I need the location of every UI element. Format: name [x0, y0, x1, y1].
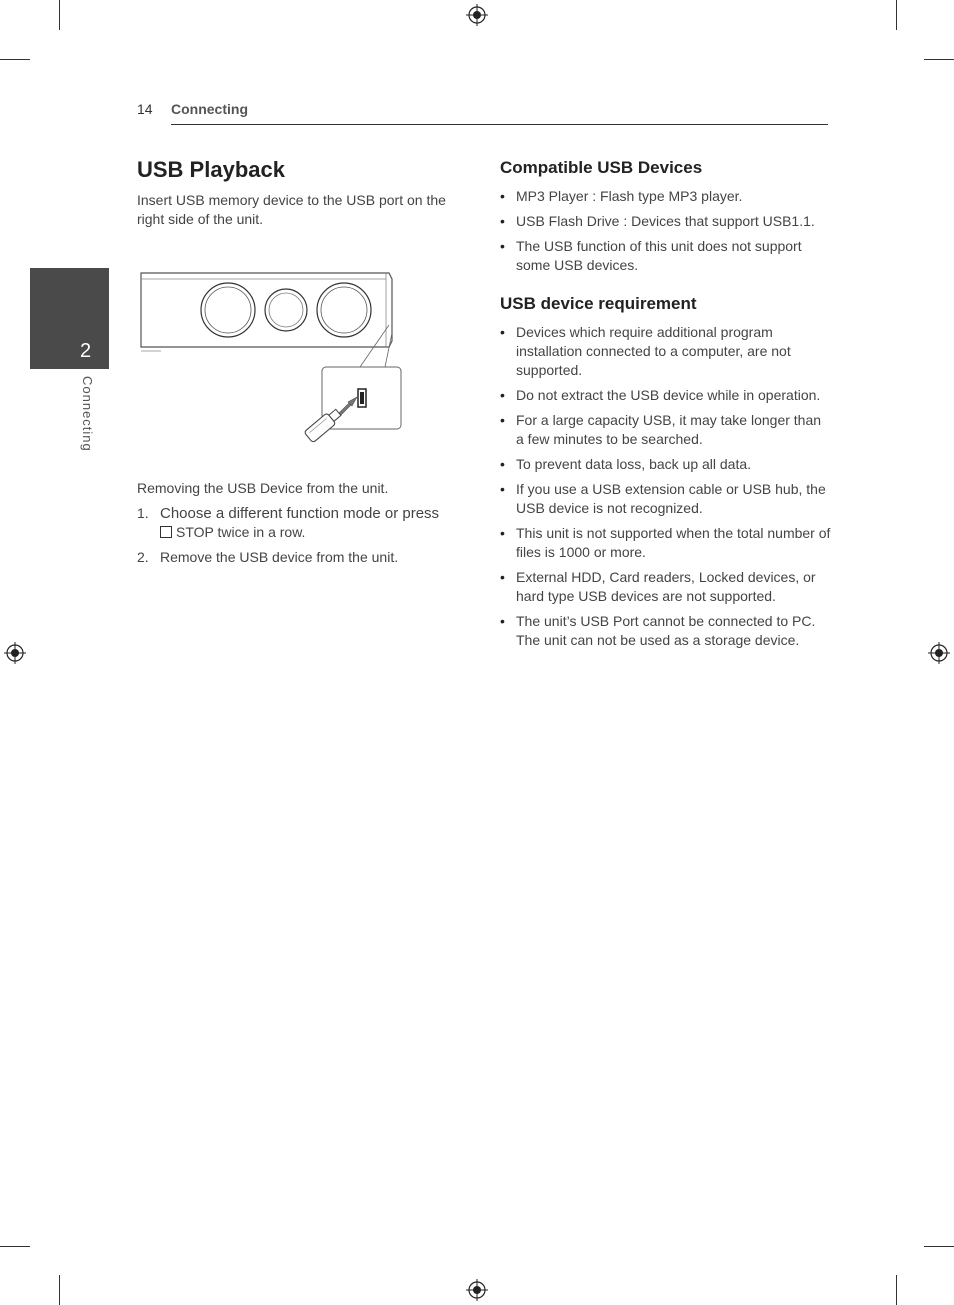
chapter-label: Connecting [80, 376, 95, 452]
crop-mark [924, 1246, 954, 1247]
step-number: 1. [137, 505, 149, 521]
usb-playback-section [137, 155, 467, 573]
registration-mark-icon [466, 1279, 488, 1301]
step-text: Choose a different function mode or press [160, 505, 440, 522]
registration-mark-icon [928, 642, 950, 664]
list-item: • Do not extract the USB device while in operation. [500, 386, 832, 405]
removal-steps [137, 504, 467, 567]
crop-mark [59, 0, 60, 30]
requirement-list [500, 323, 832, 650]
chapter-number: 2 [80, 340, 92, 362]
stop-icon [160, 526, 172, 538]
crop-mark [59, 1275, 60, 1305]
registration-mark-icon [466, 4, 488, 26]
list-item: • USB Flash Drive : Devices that support USB1.1. [500, 212, 832, 231]
registration-mark-icon [4, 642, 26, 664]
crop-mark [896, 1275, 897, 1305]
list-item [137, 548, 467, 567]
step-text: Remove the USB device from the unit. [160, 549, 399, 565]
crop-mark [896, 0, 897, 30]
crop-mark [0, 59, 30, 60]
list-item: • The unit’s USB Port cannot be connected to PC. The unit can not be used as a storage device. [500, 612, 832, 650]
list-item: • MP3 Player : Flash type MP3 player. [500, 187, 832, 206]
list-item: • To prevent data loss, back up all data. [500, 455, 832, 474]
compatible-devices-list [500, 187, 832, 275]
removing-heading: Removing the USB Device from the unit. [137, 480, 389, 496]
crop-mark [924, 59, 954, 60]
header-rule [171, 124, 828, 125]
list-item: • Devices which require additional program installation connected to a computer, are not supported. [500, 323, 832, 380]
page-number: 14 [137, 101, 153, 117]
list-item: • For a large capacity USB, it may take longer than a few minutes to be searched. [500, 411, 832, 449]
list-item: • External HDD, Card readers, Locked devices, or hard type USB devices are not supported. [500, 568, 832, 606]
step-text-continued: STOP twice in a row. [176, 524, 306, 540]
step-number: 2. [137, 549, 149, 565]
usb-info-column [500, 155, 832, 656]
list-item [137, 504, 467, 542]
section-title: USB Playback [137, 157, 285, 182]
crop-mark [0, 1246, 30, 1247]
chapter-tab [30, 268, 109, 369]
list-item: • The USB function of this unit does not support some USB devices. [500, 237, 832, 275]
compatible-devices-title: Compatible USB Devices [500, 158, 703, 177]
running-header: Connecting [171, 101, 248, 117]
list-item: • If you use a USB extension cable or USB hub, the USB device is not recognized. [500, 480, 832, 518]
requirement-title: USB device requirement [500, 294, 697, 313]
list-item: • This unit is not supported when the total number of files is 1000 or more. [500, 524, 832, 562]
intro-text: Insert USB memory device to the USB port on the right side of the unit. [137, 192, 446, 227]
usb-insertion-illustration [139, 267, 409, 457]
